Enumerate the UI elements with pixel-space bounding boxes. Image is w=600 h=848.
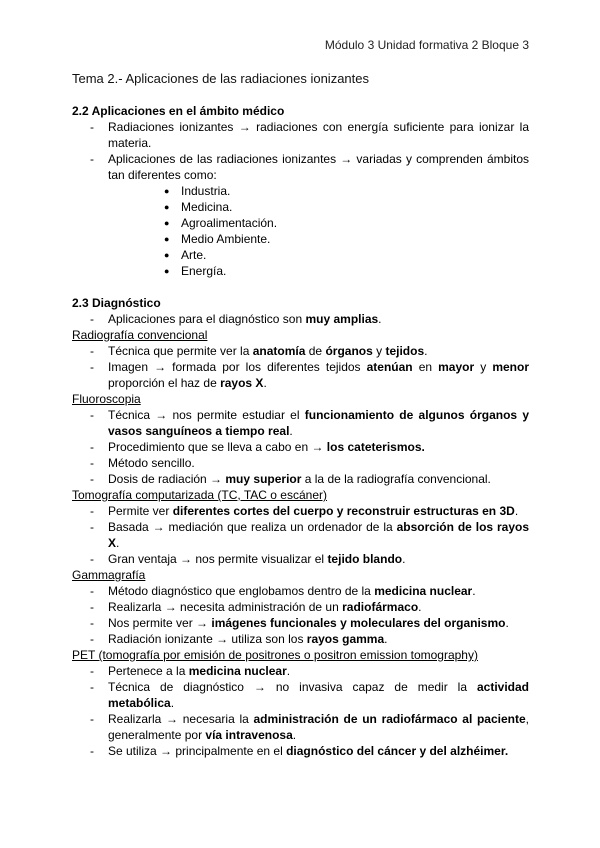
list-item-text: Aplicaciones de las radiaciones ionizantes → variadas y comprenden ámbitos tan diferentes como: [108,152,529,182]
list-item: - Basada → mediación que realiza un ordenador de la absorción de los rayos X. [72,519,529,551]
section-2-2-heading: 2.2 Aplicaciones en el ámbito médico [72,104,285,118]
list-item: - Dosis de radiación → muy superior a la de la radiografía convencional. [72,471,529,487]
list-item: - Pertenece a la medicina nuclear. [72,663,529,679]
subsection-title-pet: PET (tomografía por emisión de positrones o positron emission tomography) [72,648,478,662]
list-item [72,151,529,279]
list-item: - Método sencillo. [72,455,529,471]
area-item: ● Medio Ambiente. [144,231,529,247]
subsection-title-tomografia: Tomografía computarizada (TC, TAC o escáner) [72,488,327,502]
fluoroscopia-list [72,407,529,487]
section-2-3-intro-list [72,311,529,327]
section-2-3-heading: 2.3 Diagnóstico [72,296,161,310]
areas-list [108,183,529,279]
list-item: - Realizarla → necesita administración de un radiofármaco. [72,599,529,615]
list-item: - Procedimiento que se lleva a cabo en → los cateterismos. [72,439,529,455]
area-item: ● Energía. [144,263,529,279]
list-item: - Método diagnóstico que englobamos dentro de la medicina nuclear. [72,583,529,599]
list-item: - Técnica que permite ver la anatomía de órganos y tejidos. [72,343,529,359]
list-item: - Gran ventaja → nos permite visualizar el tejido blando. [72,551,529,567]
subsection-title-radiografia: Radiografía convencional [72,328,208,342]
list-item: - Permite ver diferentes cortes del cuerpo y reconstruir estructuras en 3D. [72,503,529,519]
list-item: - Nos permite ver → imágenes funcionales y moleculares del organismo. [72,615,529,631]
gammagrafia-list [72,583,529,647]
list-item: - Se utiliza → principalmente en el diagnóstico del cáncer y del alzhéimer. [72,743,529,759]
list-item: - Realizarla → necesaria la administración de un radiofármaco al paciente, generalmente por vía intravenosa. [72,711,529,743]
list-item: - Imagen → formada por los diferentes tejidos atenúan en mayor y menor proporción el haz de rayos X. [72,359,529,391]
radiografia-list [72,343,529,391]
list-item: - Técnica de diagnóstico → no invasiva capaz de medir la actividad metabólica. [72,679,529,711]
subsection-title-fluoroscopia: Fluoroscopia [72,392,141,406]
list-item: - Técnica → nos permite estudiar el funcionamiento de algunos órganos y vasos sanguíneos a tiempo real. [72,407,529,439]
topic-title: Tema 2.- Aplicaciones de las radiaciones ionizantes [72,71,370,86]
tomografia-list [72,503,529,567]
list-item: - Aplicaciones para el diagnóstico son muy amplias. [72,311,529,327]
subsection-title-gammagrafia: Gammagrafía [72,568,146,582]
pet-list [72,663,529,759]
section-2-2-list [72,119,529,279]
area-item: ● Industria. [144,183,529,199]
area-item: ● Agroalimentación. [144,215,529,231]
list-item: - Radiaciones ionizantes → radiaciones con energía suficiente para ionizar la materia. [72,119,529,151]
area-item: ● Medicina. [144,199,529,215]
document-body [72,71,529,759]
area-item: ● Arte. [144,247,529,263]
list-item: - Radiación ionizante → utiliza son los rayos gamma. [72,631,529,647]
running-header: Módulo 3 Unidad formativa 2 Bloque 3 [324,38,529,52]
